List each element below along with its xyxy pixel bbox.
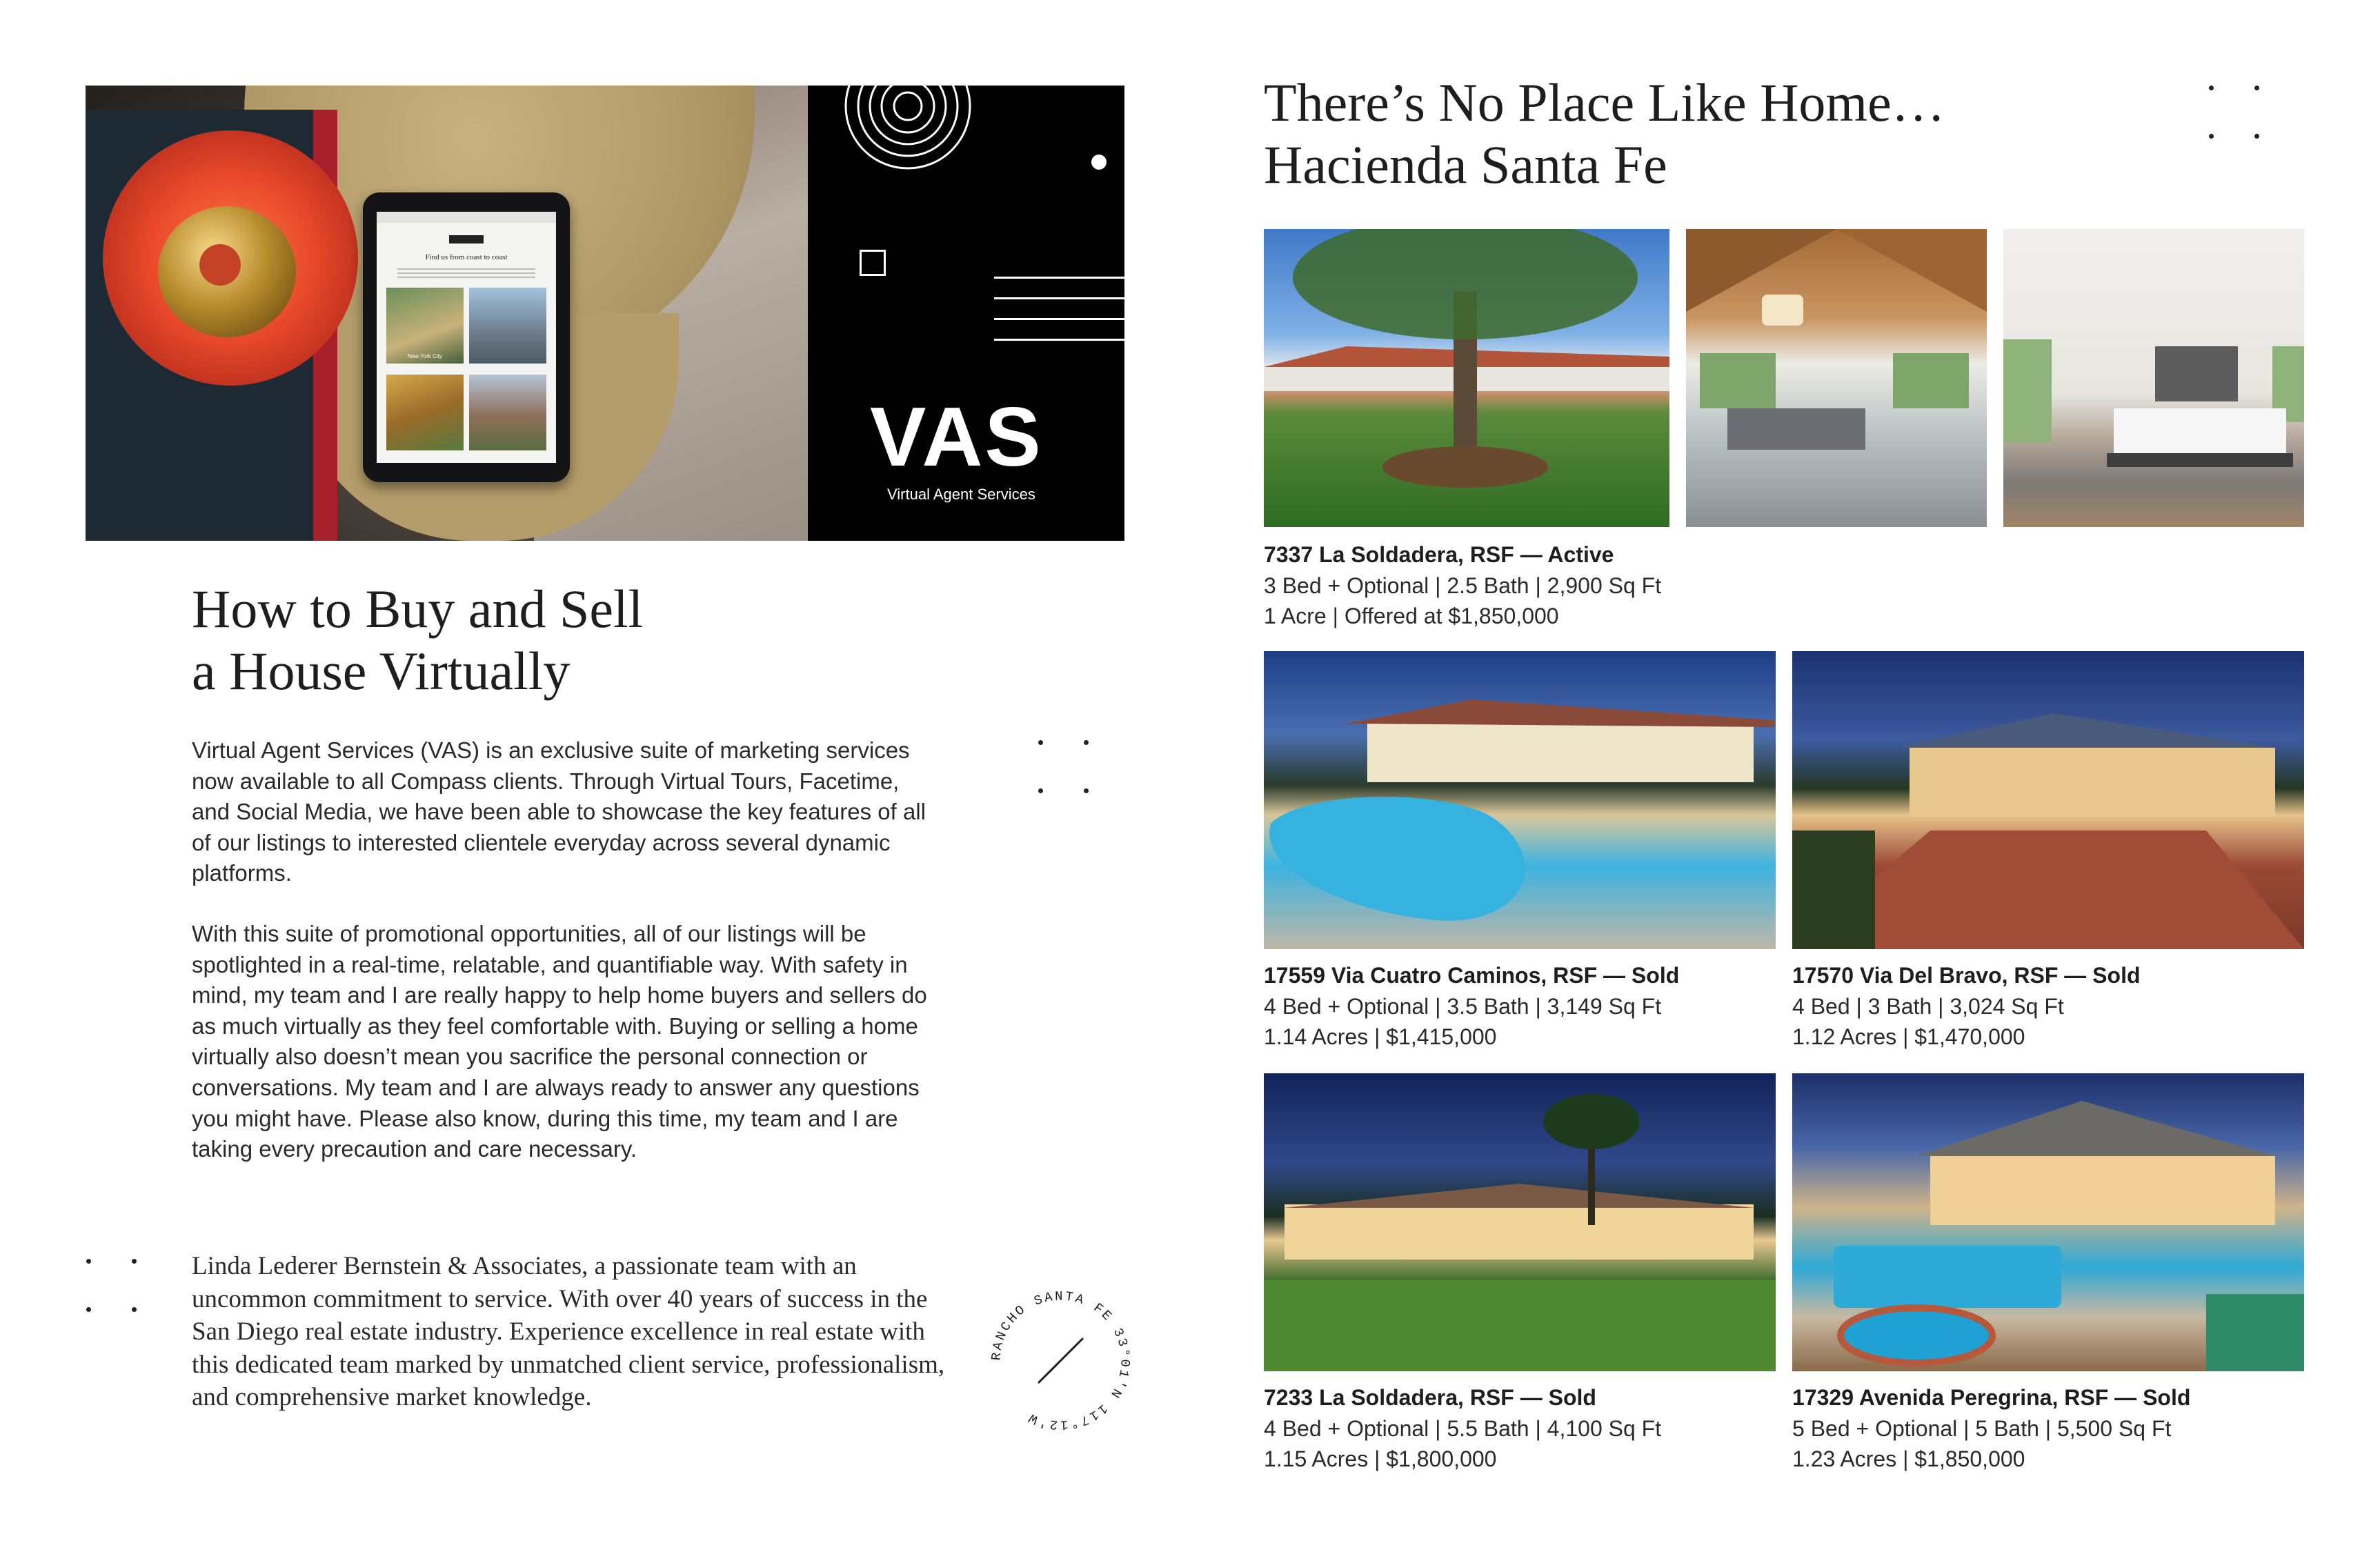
listing-photo-living-room — [1686, 229, 1987, 527]
listing-price: 1.15 Acres | $1,800,000 — [1264, 1446, 1497, 1472]
intro-paragraph: Virtual Agent Services (VAS) is an exclusive suite of marketing services now available to all Compass clients. Through Virtual Tours, Facetime, and Social Media, we have been able to showcase the key features of all of our listings to interested clientele everyday across several dynamic platforms. — [192, 737, 926, 886]
tablet-tile — [469, 375, 546, 450]
vas-panel — [808, 86, 1124, 541]
listing-caption — [1792, 960, 2141, 1053]
concentric-arcs-icon — [839, 86, 977, 203]
listing-title: 17570 Via Del Bravo, RSF — Sold — [1792, 963, 2141, 988]
svg-text:RANCHO SANTA FE 33°01'N 117°: RANCHO SANTA FE 33°01'N 117°12'W — [989, 1289, 1133, 1433]
team-paragraph: Linda Lederer Bernstein & Associates, a passionate team with an uncommon commitment to service. With over 40 years of success in the San Diego real estate industry. Experience excellence in real estate with this dedicated team marked by unmatched client service, professionalism, and comprehensive market knowledge. — [192, 1252, 945, 1411]
listing-title: 17559 Via Cuatro Caminos, RSF — Sold — [1264, 963, 1680, 988]
listing-title: 17329 Avenida Peregrina, RSF — Sold — [1792, 1385, 2191, 1410]
listing-specs: 5 Bed + Optional | 5 Bath | 5,500 Sq Ft — [1792, 1415, 2172, 1441]
dot-grid-icon — [1038, 740, 1093, 795]
listing-title: 7233 La Soldadera, RSF — Sold — [1264, 1385, 1596, 1410]
vas-logo: VAS — [870, 390, 1043, 484]
body-paragraph: With this suite of promotional opportunities, all of our listings will be spotlighted in a real-time, relatable, and quantifiable way. With safety in mind, my team and I are really happy to help home buyers and sellers do as much virtually as they feel comfortable with. Buying or selling a home virtually also doesn’t mean you sacrifice the personal connection or conversations. My team and I are always ready to answer any questions you might have. Please also know, during this time, my team and I are taking every precaution and care necessary. — [192, 921, 927, 1162]
listing-photo-pool — [1264, 651, 1776, 949]
listing-photo-exterior-tree — [1264, 229, 1669, 527]
listing-price: 1.12 Acres | $1,470,000 — [1792, 1024, 2025, 1050]
article-headline: How to Buy and Sell a House Virtually — [192, 579, 644, 701]
listing-caption — [1792, 1382, 2190, 1475]
listing-caption — [1264, 1382, 1661, 1475]
listing-specs: 4 Bed + Optional | 3.5 Bath | 3,149 Sq Ft — [1264, 993, 1662, 1019]
rule-line — [994, 339, 1124, 341]
listing-caption — [1264, 539, 1661, 632]
listing-photo-patio — [1792, 651, 2304, 949]
listing-specs: 3 Bed + Optional | 2.5 Bath | 2,900 Sq Ft — [1264, 573, 1662, 598]
tablet-headline: Find us from coast to coast — [425, 253, 508, 261]
tablet-tile — [386, 375, 464, 450]
vas-logo-subtitle: Virtual Agent Services — [887, 486, 1035, 503]
dot-grid-icon — [86, 1259, 141, 1314]
square-icon — [860, 250, 886, 276]
listing-specs: 4 Bed | 3 Bath | 3,024 Sq Ft — [1792, 993, 2064, 1019]
tablet — [363, 192, 570, 482]
hero-image — [86, 86, 1124, 541]
tablet-tile: New York City — [386, 288, 464, 364]
listing-caption — [1264, 960, 1679, 1053]
listings-headline: There’s No Place Like Home… Hacienda Santa Fe — [1264, 72, 1945, 195]
listing-photo-bedroom — [2003, 229, 2304, 527]
listing-photo-pool-spa — [1792, 1073, 2304, 1371]
tablet-tile — [469, 288, 546, 364]
rule-line — [994, 277, 1124, 279]
listing-price: 1.14 Acres | $1,415,000 — [1264, 1024, 1497, 1050]
listing-price: 1 Acre | Offered at $1,850,000 — [1264, 604, 1559, 629]
tablet-screen — [377, 212, 556, 463]
rule-line — [994, 318, 1124, 320]
listing-photo-lawn — [1264, 1073, 1776, 1371]
rule-line — [994, 297, 1124, 299]
dot-icon — [1091, 155, 1107, 170]
listing-price: 1.23 Acres | $1,850,000 — [1792, 1446, 2025, 1472]
dot-grid-icon — [2209, 86, 2264, 141]
location-stamp-icon — [983, 1283, 1138, 1438]
hero-photo — [86, 86, 808, 541]
listing-title: 7337 La Soldadera, RSF — Active — [1264, 542, 1614, 567]
listing-specs: 4 Bed + Optional | 5.5 Bath | 4,100 Sq Ft — [1264, 1415, 1662, 1441]
